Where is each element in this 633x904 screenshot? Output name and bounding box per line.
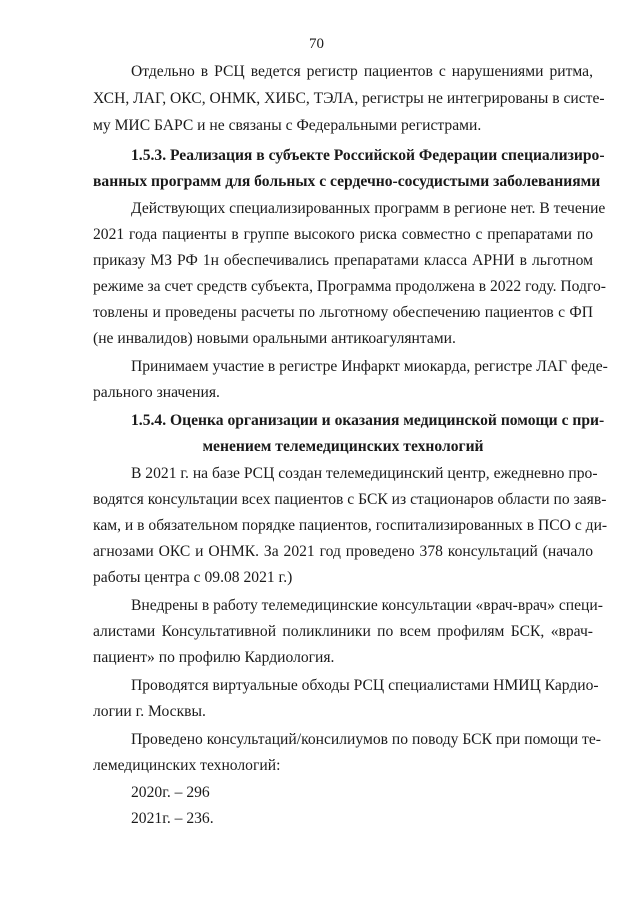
page-number: 70 (309, 36, 324, 52)
text-line: водятся консультации всех пациентов с БСК из стационаров области по заяв- (93, 491, 607, 508)
text-line: товлены и проведены расчеты по льготному обеспечению пациентов с ФП (93, 304, 593, 321)
text-line: Проведено консультаций/консилиумов по поводу БСК при помощи те- (131, 731, 601, 748)
text-line: кам, и в обязательном порядке пациентов, госпитализированных в ПСО с ди- (93, 517, 608, 534)
text-line: Внедрены в работу телемедицинские консультации «врач-врач» специ- (131, 597, 603, 614)
text-line: логии г. Москвы. (93, 703, 206, 720)
text-line: рального значения. (93, 384, 220, 401)
section-heading: 1.5.4. Оценка организации и оказания медицинской помощи с при- (131, 412, 605, 429)
text-line: ХСН, ЛАГ, ОКС, ОНМК, ХИБС, ТЭЛА, регистры не интегрированы в систе- (93, 90, 605, 107)
list-item: 2021г. – 236. (131, 810, 214, 827)
text-line: Принимаем участие в регистре Инфаркт миокарда, регистре ЛАГ феде- (131, 358, 608, 375)
text-line: Отдельно в РСЦ ведется регистр пациентов с нарушениями ритма, (131, 63, 593, 80)
text-line: алистами Консультативной поликлиники по всем профилям БСК, «врач- (93, 623, 593, 640)
text-line: (не инвалидов) новыми оральными антикоагулянтами. (93, 330, 456, 347)
text-line: агнозами ОКС и ОНМК. За 2021 год проведено 378 консультаций (начало (93, 543, 593, 560)
text-line: Проводятся виртуальные обходы РСЦ специалистами НМИЦ Кардио- (131, 677, 599, 694)
list-item: 2020г. – 296 (131, 784, 210, 801)
text-line: приказу МЗ РФ 1н обеспечивались препаратами класса АРНИ в льготном (93, 252, 593, 269)
text-line: В 2021 г. на базе РСЦ создан телемедицинский центр, ежедневно про- (131, 465, 598, 482)
text-line: лемедицинских технологий: (93, 757, 281, 774)
text-line: Действующих специализированных программ в регионе нет. В течение (131, 200, 606, 217)
text-line: му МИС БАРС и не связаны с Федеральными регистрами. (93, 117, 482, 134)
text-line: режиме за счет средств субъекта, Программа продолжена в 2022 году. Подго- (93, 278, 606, 295)
section-heading: менением телемедицинских технологий (202, 438, 484, 455)
text-line: работы центра с 09.08 2021 г.) (93, 569, 293, 586)
text-line: пациент» по профилю Кардиология. (93, 649, 335, 666)
section-heading: 1.5.3. Реализация в субъекте Российской Федерации специализиро- (131, 147, 605, 164)
section-heading: ванных программ для больных с сердечно-сосудистыми заболеваниями (93, 173, 601, 190)
text-line: 2021 года пациенты в группе высокого риска совместно с препаратами по (93, 226, 593, 243)
